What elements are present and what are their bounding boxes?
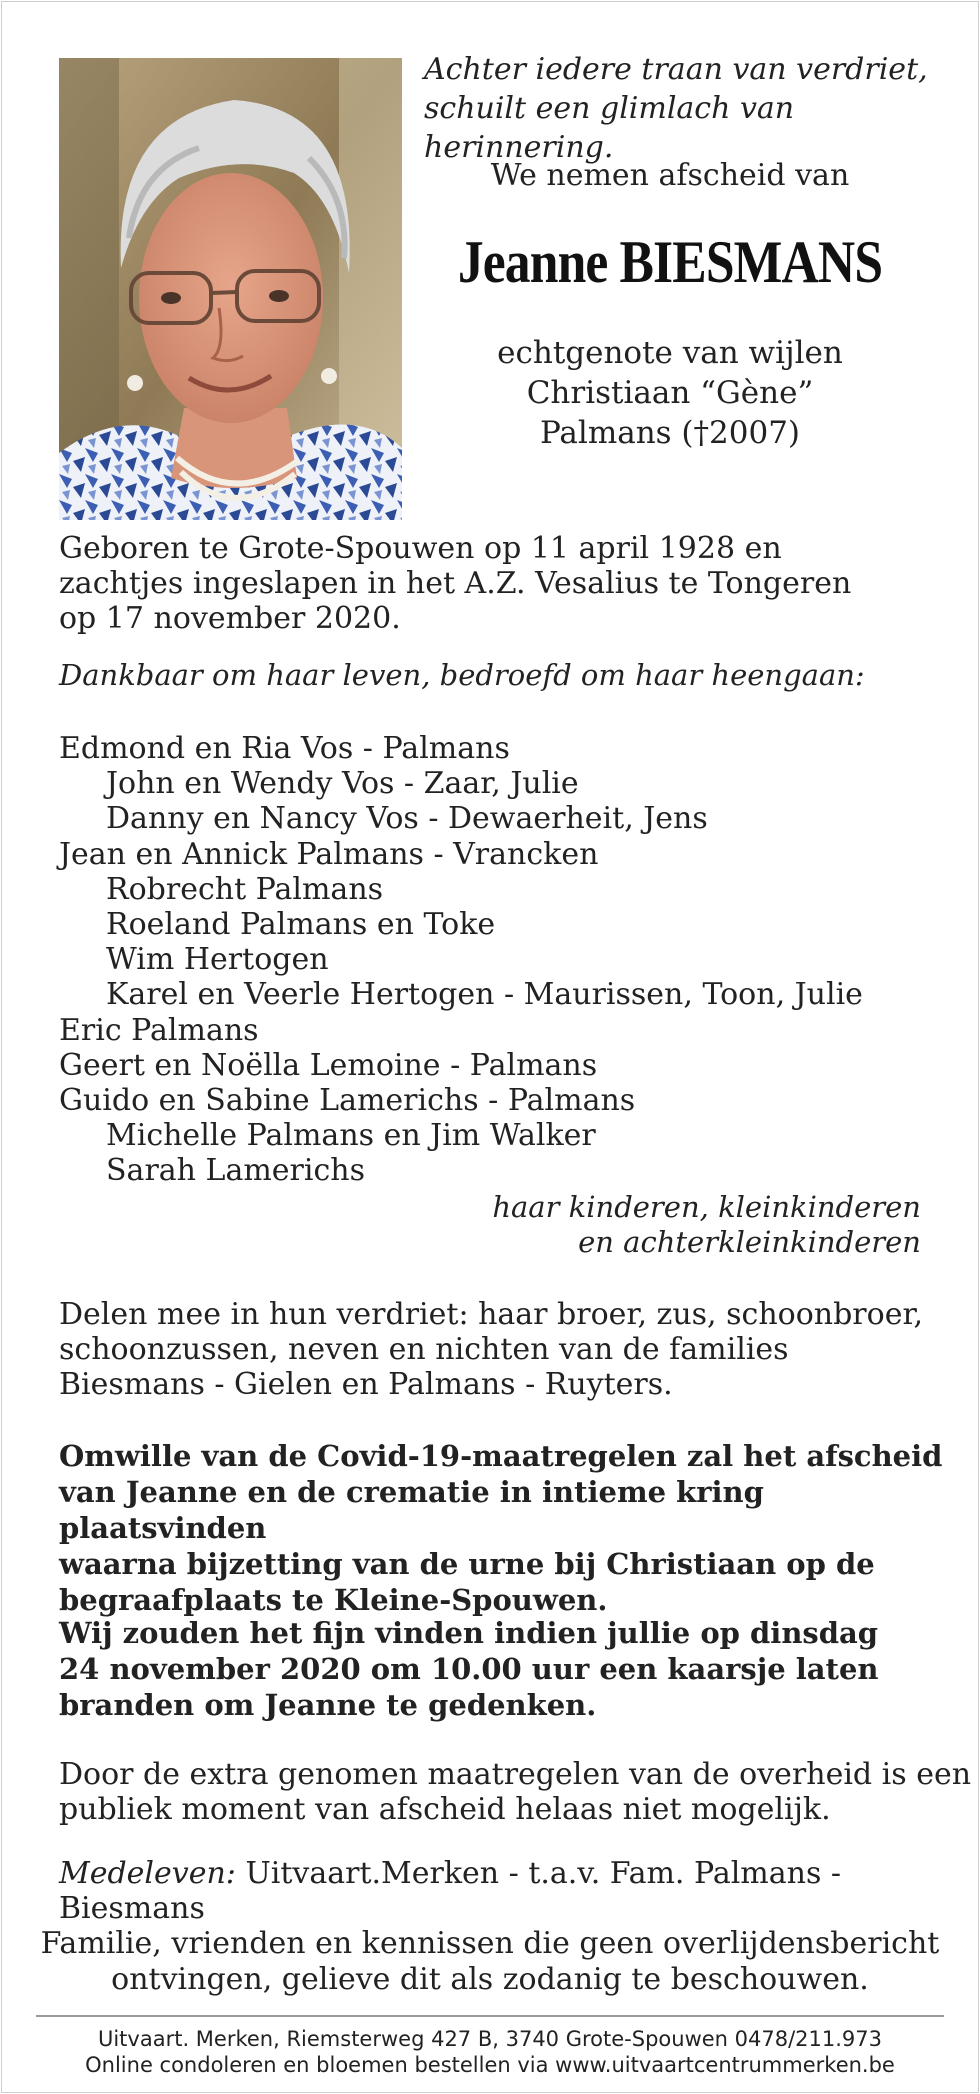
family-member: John en Wendy Vos - Zaar, Julie: [106, 766, 579, 802]
shared-line: Biesmans - Gielen en Palmans - Ruyters.: [59, 1367, 673, 1402]
family-member: Robrecht Palmans: [106, 871, 384, 907]
spouse-line: Palmans (†2007): [539, 415, 801, 451]
family-member: Eric Palmans: [59, 1012, 259, 1048]
poem-line: Achter iedere traan van verdriet,: [424, 52, 928, 87]
spouse-line: echtgenote van wijlen: [497, 335, 843, 371]
spouse-info: [420, 333, 920, 453]
family-signoff: [492, 1190, 921, 1260]
poem: [424, 50, 980, 167]
signoff-line: en achterkleinkinderen: [578, 1225, 921, 1259]
birth-line: zachtjes ingeslapen in het A.Z. Vesalius te Tongeren: [59, 566, 852, 601]
family-member: Michelle Palmans en Jim Walker: [106, 1118, 596, 1154]
closing-line: ontvingen, gelieve dit als zodanig te beschouwen.: [111, 1962, 869, 1997]
measures-line: Door de extra genomen maatregelen van de overheid is een: [59, 1757, 972, 1792]
family-list: [59, 731, 863, 1189]
closing-note: [40, 1926, 940, 1998]
family-member: Danny en Nancy Vos - Dewaerheit, Jens: [106, 801, 708, 837]
candle-line: branden om Jeanne te gedenken.: [59, 1688, 597, 1722]
measures-line: publiek moment van afscheid helaas niet mogelijk.: [59, 1792, 831, 1827]
shared-line: schoonzussen, neven en nichten van de families: [59, 1332, 789, 1367]
covid-line: begraafplaats te Kleine-Spouwen.: [59, 1583, 608, 1617]
family-member: Geert en Noëlla Lemoine - Palmans: [59, 1047, 598, 1083]
covid-line: waarna bijzetting van de urne bij Christiaan op de: [59, 1547, 875, 1581]
gratitude-line: Dankbaar om haar leven, bedroefd om haar heengaan:: [59, 658, 865, 692]
footer-website: Online condoleren en bloemen bestellen via www.uitvaartcentrummerken.be: [85, 2053, 895, 2077]
family-member: Guido en Sabine Lamerichs - Palmans: [59, 1083, 636, 1119]
family-member: Jean en Annick Palmans - Vrancken: [59, 836, 599, 872]
portrait-photo: [59, 58, 402, 520]
candle-line: Wij zouden het fijn vinden indien jullie op dinsdag: [59, 1616, 879, 1650]
family-member: Sarah Lamerichs: [106, 1153, 365, 1189]
family-member: Roeland Palmans en Toke: [106, 907, 496, 943]
family-member: Wim Hertogen: [106, 942, 329, 978]
shared-line: Delen mee in hun verdriet: haar broer, zus, schoonbroer,: [59, 1297, 924, 1332]
farewell-intro: We nemen afscheid van: [490, 158, 850, 193]
shared-grief: [59, 1297, 923, 1402]
measures-notice: [59, 1757, 971, 1827]
candle-notice: [59, 1615, 879, 1723]
footer: [40, 2026, 940, 2078]
condolence-text: Uitvaart.Merken - t.a.v. Fam. Palmans - Biesmans: [59, 1856, 842, 1926]
family-member: Karel en Veerle Hertogen - Maurissen, Toon, Julie: [106, 977, 863, 1013]
deceased-name: Jeanne BIESMANS: [457, 229, 883, 295]
birth-line: op 17 november 2020.: [59, 601, 401, 636]
covid-line: Omwille van de Covid-19-maatregelen zal het afscheid: [59, 1439, 943, 1473]
signoff-line: haar kinderen, kleinkinderen: [492, 1190, 921, 1224]
footer-divider: [36, 2015, 944, 2017]
candle-line: 24 november 2020 om 10.00 uur een kaarsje laten: [59, 1652, 879, 1686]
spouse-line: Christiaan “Gène”: [526, 375, 814, 411]
closing-line: Familie, vrienden en kennissen die geen overlijdensbericht: [40, 1926, 940, 1961]
condolence-line: [59, 1856, 980, 1926]
covid-notice: [59, 1438, 980, 1618]
family-member: Edmond en Ria Vos - Palmans: [59, 731, 510, 766]
birth-details: [59, 531, 851, 636]
poem-line: schuilt een glimlach van herinnering.: [424, 91, 795, 165]
footer-address: Uitvaart. Merken, Riemsterweg 427 B, 3740 Grote-Spouwen 0478/211.973: [97, 2027, 883, 2051]
covid-line: van Jeanne en de crematie in intieme kring plaatsvinden: [59, 1475, 764, 1545]
condolence-label: Medeleven:: [59, 1856, 236, 1891]
birth-line: Geboren te Grote-Spouwen op 11 april 1928 en: [59, 531, 782, 566]
